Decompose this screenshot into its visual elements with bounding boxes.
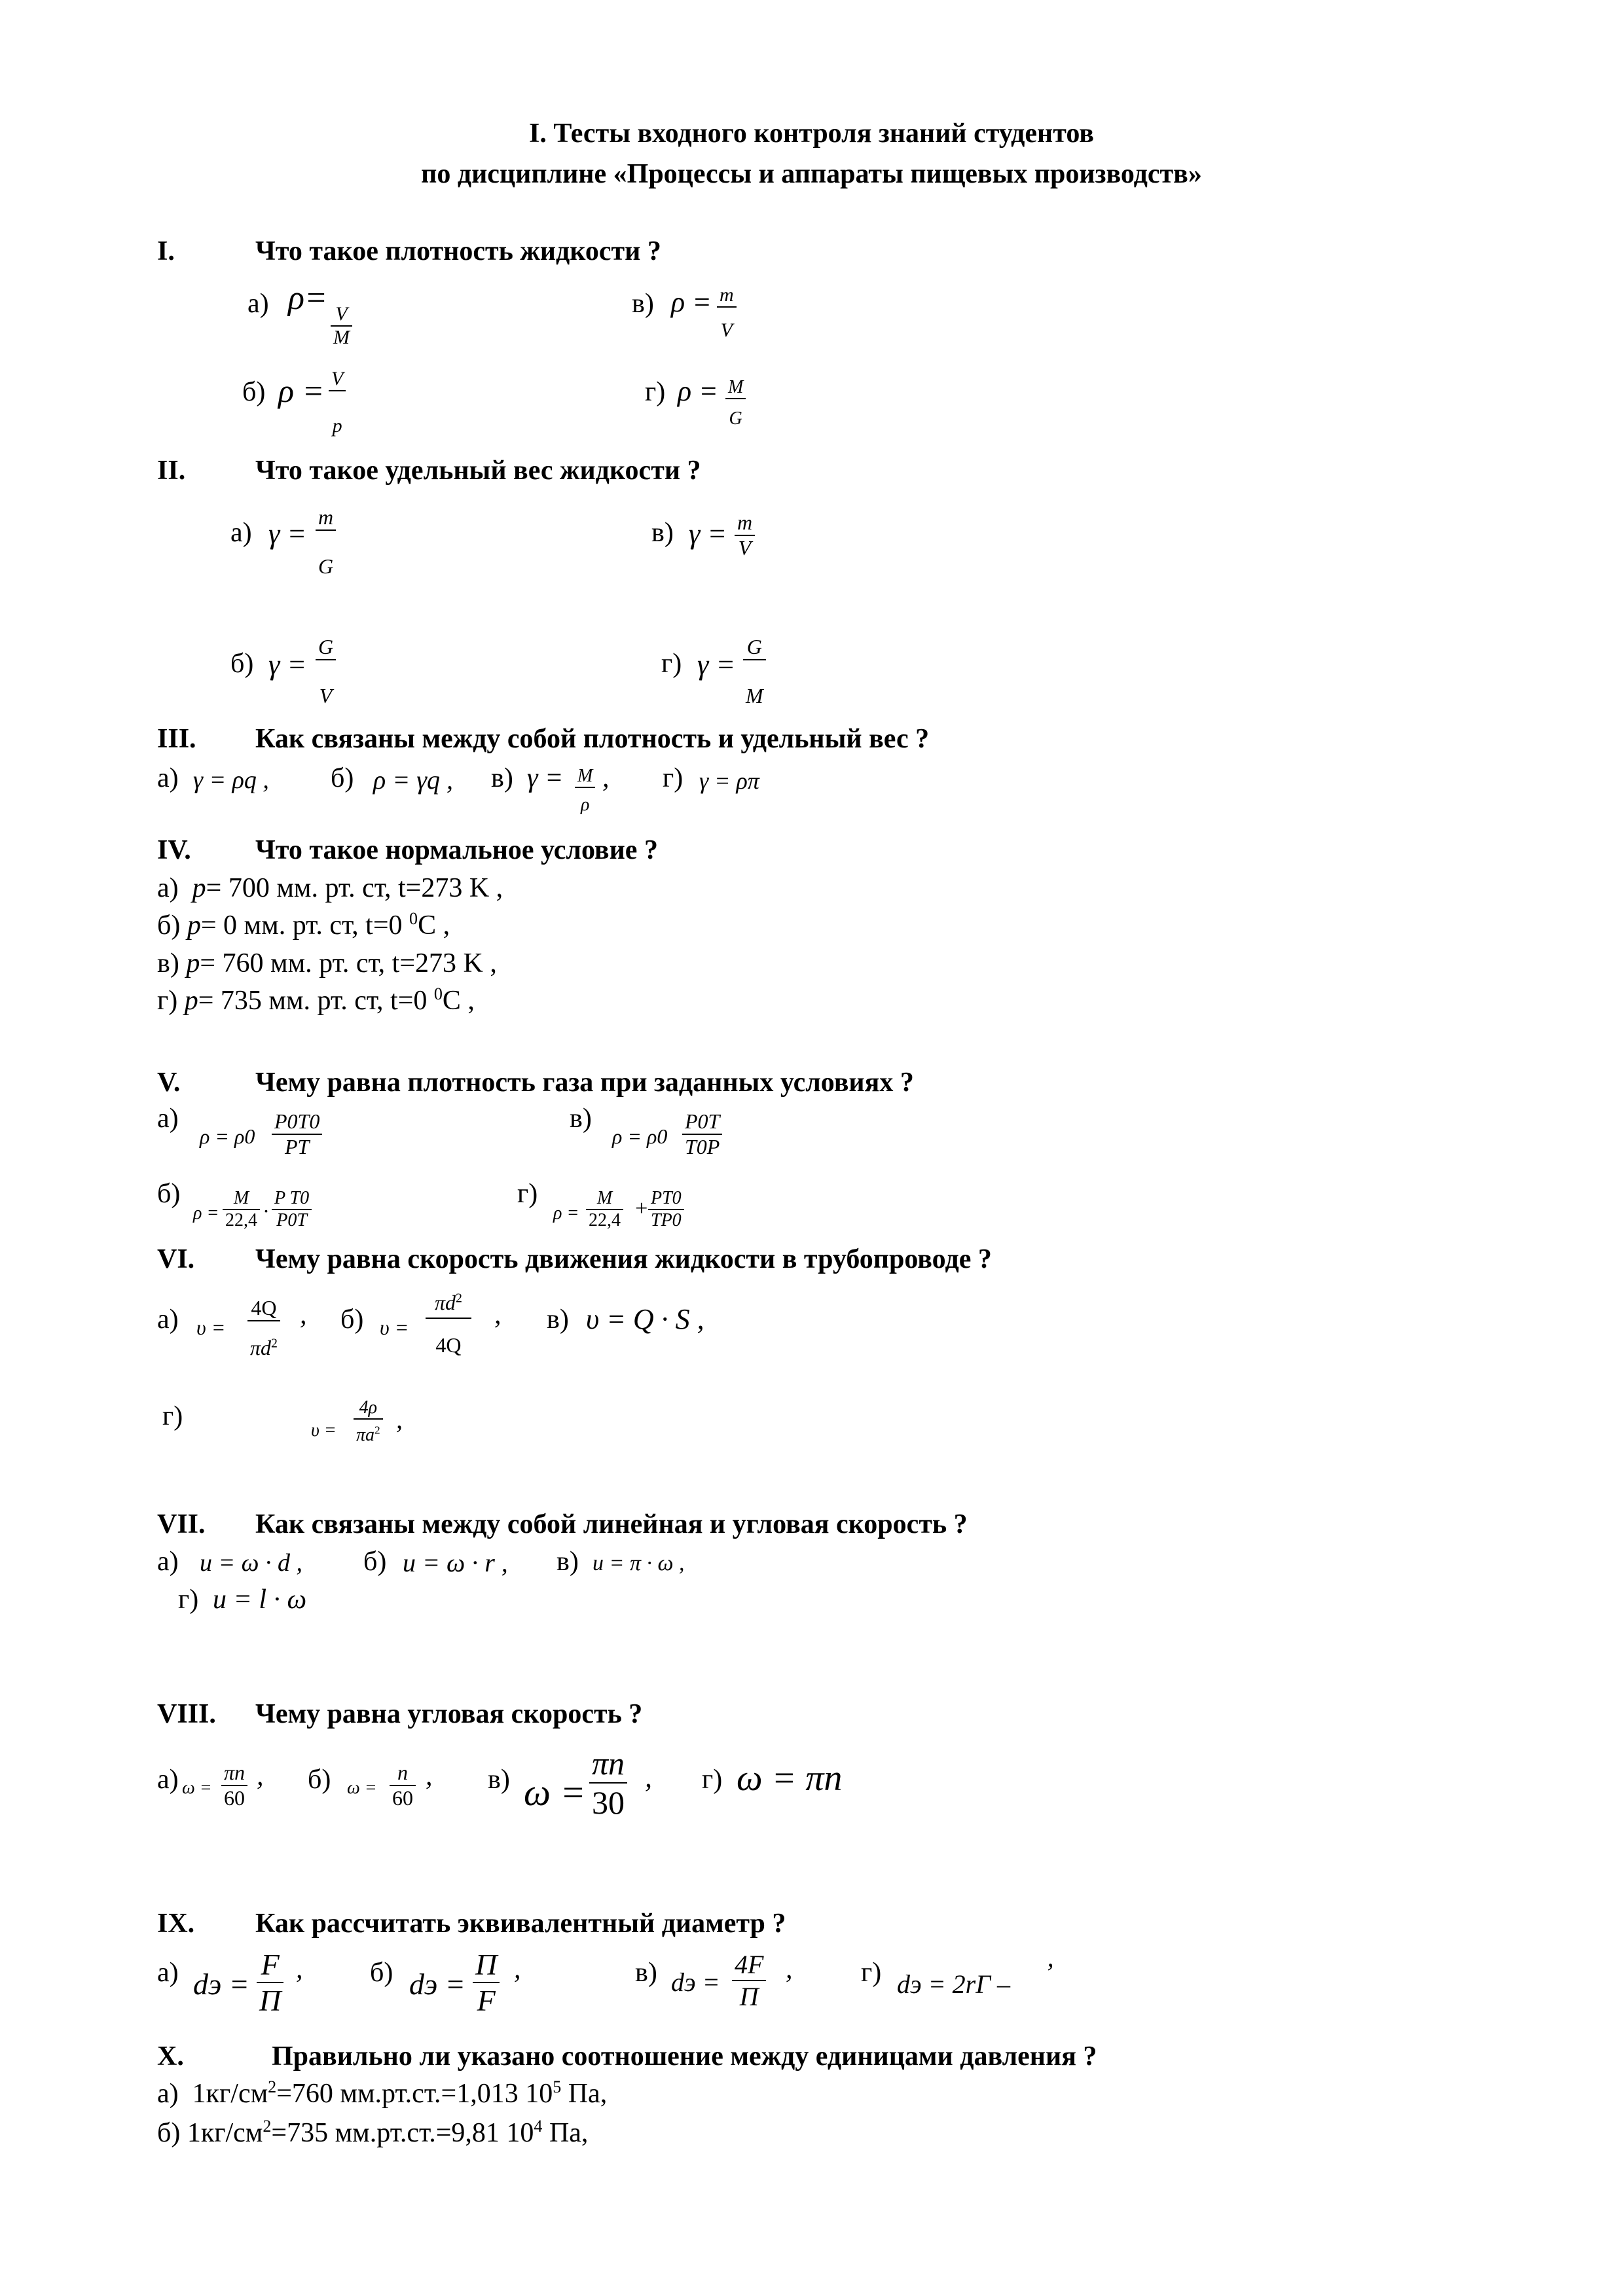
variable-p: p: [184, 986, 198, 1016]
superscript: 5: [553, 2077, 562, 2096]
fraction-denominator: πa: [356, 1425, 375, 1445]
variable-p: p: [192, 873, 206, 903]
fraction-denominator: V: [720, 319, 733, 341]
option-text: C ,: [418, 910, 450, 941]
option-label: г): [645, 377, 666, 407]
answer-option: [157, 872, 503, 904]
formula-tail: ,: [396, 1405, 403, 1434]
fraction-numerator: 4ρ: [354, 1397, 383, 1420]
formula-lhs: υ =: [380, 1316, 409, 1339]
formula-lhs: υ =: [311, 1420, 337, 1441]
question-number: VI.: [157, 1244, 195, 1274]
question-text: Чему равна угловая скорость ?: [255, 1699, 643, 1729]
option-label: б): [340, 1304, 364, 1335]
fraction-denominator: 60: [224, 1786, 246, 1810]
fraction-denominator: 22,4: [589, 1210, 621, 1230]
fraction-denominator: 4Q: [435, 1333, 462, 1357]
option-text: C ,: [442, 986, 475, 1016]
fraction-numerator: G: [743, 635, 766, 660]
formula-tail: ,: [494, 1300, 501, 1330]
fraction: [390, 1761, 416, 1810]
fraction: [717, 284, 737, 342]
option-label: в): [651, 518, 674, 548]
fraction-numerator: P0T: [682, 1109, 722, 1135]
fraction-numerator: P0T0: [272, 1109, 322, 1135]
formula: ρ = γq ,: [373, 765, 453, 795]
fraction: [354, 1397, 383, 1446]
option-text: Па,: [561, 2079, 608, 2109]
fraction-denominator: 60: [392, 1786, 413, 1810]
fraction-denominator: P0T: [276, 1210, 307, 1230]
fraction-numerator: M: [575, 766, 595, 788]
option-label: б): [370, 1958, 393, 1988]
option-label: в): [491, 763, 513, 793]
answer-option: [157, 948, 497, 979]
question-number: IV.: [157, 835, 191, 865]
formula-lhs: ρ=: [288, 279, 328, 317]
option-label: г): [517, 1179, 538, 1209]
option-text: = 760 мм. рт. ст, t=273 K ,: [200, 948, 497, 978]
fraction-numerator: M: [586, 1188, 623, 1210]
superscript: 2: [456, 1291, 462, 1306]
fraction-denominator: V: [319, 684, 333, 708]
option-text: = 0 мм. рт. ст, t=0: [200, 910, 410, 941]
option-label: в): [547, 1304, 569, 1335]
fraction-numerator: m: [735, 511, 755, 536]
answer-option: [157, 2078, 607, 2109]
fraction: [682, 1109, 722, 1159]
formula-lhs: dэ =: [193, 1967, 249, 2001]
operator: +: [634, 1196, 649, 1221]
option-label: г): [702, 1765, 723, 1795]
option-text: Па,: [542, 2118, 589, 2148]
fraction: [272, 1188, 312, 1231]
option-label: в): [632, 289, 654, 319]
option-label: в): [157, 948, 179, 978]
formula-lhs: ρ =: [553, 1203, 579, 1223]
option-label: б): [331, 763, 354, 793]
fraction-numerator: П: [473, 1947, 500, 1983]
fraction-denominator: V: [738, 536, 752, 560]
fraction: [272, 1109, 322, 1159]
fraction-numerator: PT0: [648, 1188, 684, 1210]
fraction-numerator: 4F: [732, 1949, 766, 1981]
fraction-numerator: πd: [435, 1291, 456, 1314]
variable-p: p: [186, 948, 200, 978]
fraction-numerator: πn: [589, 1744, 627, 1784]
superscript: 0: [409, 909, 418, 928]
formula-lhs: γ =: [268, 518, 307, 550]
formula-lhs: ρ =: [278, 372, 325, 409]
formula: u = l · ω: [213, 1585, 307, 1615]
formula-lhs: γ =: [689, 518, 727, 550]
fraction-numerator: P T0: [272, 1188, 312, 1210]
option-text: =735 мм.рт.ст.=9,81 10: [271, 2118, 534, 2148]
option-label: г): [162, 1401, 183, 1431]
formula-tail: ,: [602, 763, 610, 793]
fraction: [732, 1949, 766, 2012]
formula-tail: ,: [257, 1761, 264, 1791]
fraction-denominator: M: [746, 684, 763, 708]
option-text: = 735 мм. рт. ст, t=0: [198, 986, 434, 1016]
option-label: а): [157, 1765, 179, 1795]
fraction: [648, 1188, 684, 1231]
formula: u = ω · d ,: [200, 1549, 302, 1577]
fraction-numerator: M: [725, 377, 746, 399]
superscript: 2: [271, 1336, 278, 1351]
formula-lhs: dэ =: [409, 1967, 465, 2001]
fraction-denominator: TP0: [651, 1210, 682, 1230]
formula-tail: ,: [514, 1954, 521, 1984]
fraction-numerator: πn: [221, 1761, 247, 1786]
question-text: Что такое нормальное условие ?: [255, 835, 658, 865]
option-label: г): [157, 986, 178, 1016]
formula-tail: ,: [426, 1761, 433, 1791]
page-subtitle: по дисциплине «Процессы и аппараты пищевых производств»: [421, 159, 1202, 189]
question-number: VII.: [157, 1509, 206, 1539]
fraction-numerator: 4Q: [247, 1296, 280, 1321]
formula-lhs: γ =: [527, 763, 564, 793]
formula-lhs: ω =: [524, 1771, 586, 1814]
question-number: II.: [157, 456, 186, 486]
fraction: [329, 368, 346, 437]
option-label: г): [861, 1958, 882, 1988]
fraction: [473, 1947, 500, 2018]
fraction-denominator: M: [333, 327, 350, 348]
option-label: б): [157, 910, 181, 941]
formula-tail: ,: [300, 1300, 307, 1330]
variable-p: p: [187, 910, 201, 941]
fraction-numerator: F: [257, 1947, 283, 1983]
formula-lhs: ρ = ρ0: [612, 1124, 668, 1148]
fraction-denominator: G: [318, 554, 334, 578]
fraction: [586, 1188, 623, 1231]
answer-option: [157, 2117, 588, 2149]
formula-lhs: γ =: [697, 649, 736, 681]
option-label: б): [242, 377, 266, 407]
fraction: [426, 1291, 471, 1357]
formula-lhs: ρ =: [193, 1203, 219, 1223]
fraction-numerator: n: [390, 1761, 416, 1786]
formula: υ = Q · S ,: [586, 1303, 704, 1335]
option-label: а): [157, 1547, 179, 1577]
fraction-denominator: 30: [592, 1784, 625, 1821]
question-text: Что такое удельный вес жидкости ?: [255, 456, 701, 486]
fraction: [221, 1761, 247, 1810]
fraction-denominator: T0P: [685, 1135, 720, 1158]
formula: dэ = 2rГ –: [897, 1969, 1010, 1999]
option-label: а): [157, 2079, 179, 2109]
formula-tail: ,: [645, 1761, 652, 1793]
formula-tail: ’: [1044, 1958, 1053, 1987]
option-label: в): [635, 1958, 657, 1988]
formula-lhs: dэ =: [671, 1967, 720, 1997]
option-label: а): [157, 1958, 179, 1988]
fraction: [316, 635, 336, 708]
option-text: 1кг/см: [185, 2079, 268, 2109]
question-text: Как связаны между собой плотность и удельный вес ?: [255, 724, 930, 754]
formula-tail: ,: [296, 1954, 303, 1984]
answer-option: [157, 985, 475, 1016]
superscript: 0: [433, 984, 443, 1003]
formula: γ = ρπ: [699, 768, 759, 794]
fraction-numerator: V: [329, 368, 346, 391]
option-label: а): [247, 289, 269, 319]
fraction: [589, 1744, 627, 1821]
fraction: [743, 635, 766, 708]
option-label: г): [663, 763, 684, 793]
superscript: 2: [268, 2077, 277, 2096]
page-title: I. Тесты входного контроля знаний студентов: [529, 118, 1094, 149]
option-label: г): [178, 1585, 199, 1615]
formula-tail: ,: [786, 1954, 793, 1984]
superscript: 2: [374, 1424, 380, 1437]
option-text: =760 мм.рт.ст.=1,013 10: [276, 2079, 553, 2109]
formula-lhs: ρ =: [678, 375, 718, 407]
question-number: VIII.: [157, 1699, 216, 1729]
option-label: а): [157, 763, 179, 793]
fraction-denominator: p: [332, 415, 342, 437]
formula-lhs: ρ = ρ0: [200, 1124, 255, 1148]
formula-lhs: ω =: [182, 1778, 212, 1798]
fraction-denominator: П: [259, 1984, 282, 2017]
formula: γ = ρq ,: [193, 766, 269, 794]
fraction: [725, 377, 746, 429]
fraction: [316, 505, 336, 579]
fraction-denominator: ρ: [580, 795, 590, 815]
fraction-numerator: m: [717, 284, 737, 308]
question-text: Правильно ли указано соотношение между единицами давления ?: [272, 2041, 1097, 2072]
option-text: 1кг/см: [180, 2118, 263, 2148]
fraction: [257, 1947, 283, 2018]
question-text: Чему равна скорость движения жидкости в трубопроводе ?: [255, 1244, 992, 1274]
fraction-denominator: 22,4: [225, 1210, 257, 1230]
question-text: Как связаны между собой линейная и угловая скорость ?: [255, 1509, 968, 1539]
option-label: а): [230, 518, 252, 548]
option-label: б): [157, 1179, 181, 1209]
option-label: б): [308, 1765, 331, 1795]
operator: ·: [263, 1199, 268, 1223]
fraction-denominator: F: [477, 1984, 496, 2017]
fraction: [223, 1188, 260, 1231]
fraction: [735, 511, 755, 560]
option-label: а): [157, 1103, 179, 1134]
question-number: III.: [157, 724, 196, 754]
fraction-numerator: G: [316, 635, 336, 660]
fraction-numerator: V: [331, 303, 352, 327]
question-number: X.: [157, 2041, 184, 2072]
formula: u = π · ω ,: [593, 1551, 685, 1575]
formula-lhs: ω =: [347, 1778, 377, 1798]
question-number: I.: [157, 236, 175, 266]
fraction: [247, 1296, 280, 1360]
fraction: [575, 766, 595, 816]
fraction: [331, 303, 352, 349]
option-label: в): [556, 1547, 579, 1577]
fraction-denominator: G: [729, 408, 742, 429]
superscript: 4: [534, 2117, 543, 2136]
option-label: г): [661, 649, 682, 679]
option-label: в): [570, 1103, 592, 1134]
formula-lhs: ρ =: [671, 286, 712, 318]
question-number: V.: [157, 1067, 181, 1098]
option-label: а): [157, 1304, 179, 1335]
option-label: а): [157, 873, 179, 903]
option-label: б): [230, 649, 254, 679]
fraction-denominator: πd: [250, 1336, 272, 1359]
question-text: Чему равна плотность газа при заданных условиях ?: [255, 1067, 914, 1098]
option-label: б): [363, 1547, 387, 1577]
formula-lhs: υ =: [196, 1316, 226, 1339]
option-label: в): [488, 1765, 510, 1795]
formula-lhs: γ =: [268, 649, 307, 681]
fraction-denominator: П: [739, 1982, 759, 2011]
question-text: Что такое плотность жидкости ?: [255, 236, 661, 266]
formula: ω = πn: [737, 1758, 843, 1799]
fraction-numerator: m: [316, 505, 336, 531]
question-text: Как рассчитать эквивалентный диаметр ?: [255, 1909, 786, 1939]
answer-option: [157, 910, 450, 941]
option-text: = 700 мм. рт. ст, t=273 K ,: [206, 873, 503, 903]
fraction-denominator: PT: [285, 1135, 310, 1158]
fraction-numerator: M: [223, 1188, 260, 1210]
question-number: IX.: [157, 1909, 195, 1939]
option-label: б): [157, 2118, 181, 2148]
formula: u = ω · r ,: [403, 1548, 508, 1577]
superscript: 2: [263, 2117, 272, 2136]
